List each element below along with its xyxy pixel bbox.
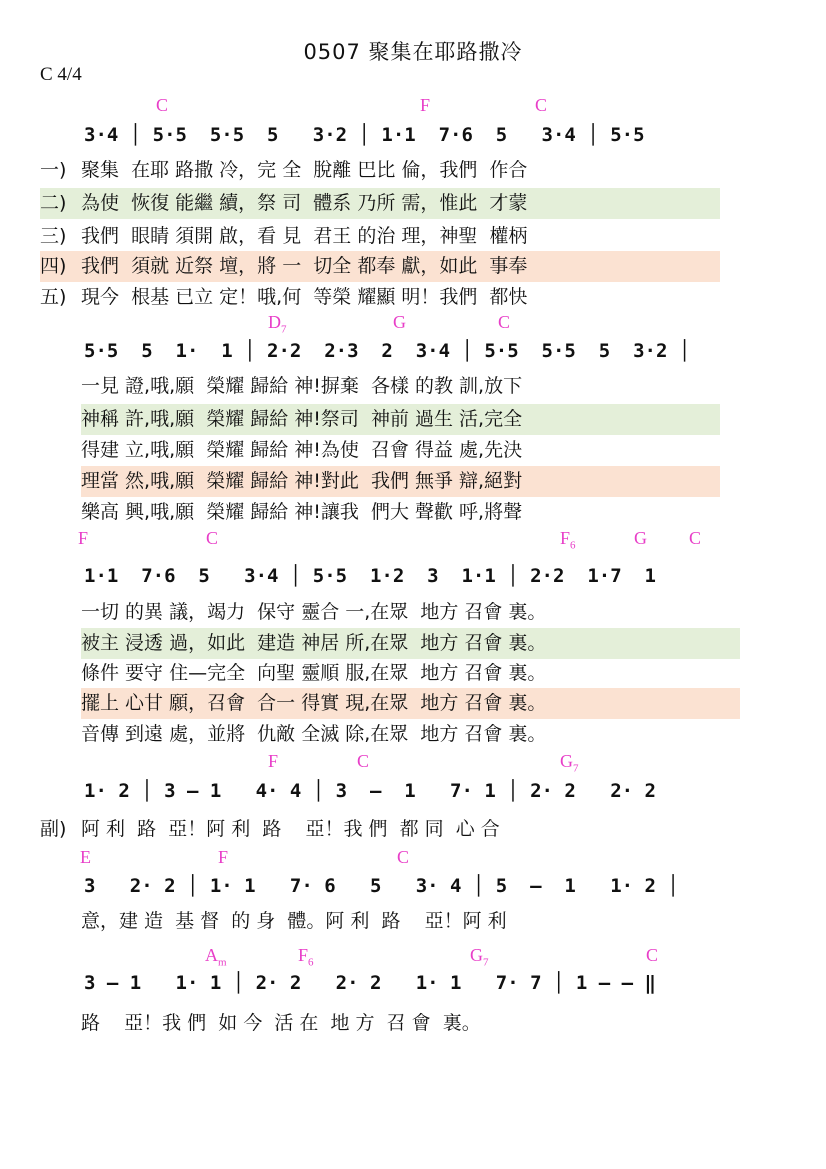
lyric-line: 一) 聚集 在耶 路撒 冷，完 全 脫離 巴比 倫，我們 作合: [40, 159, 528, 181]
chord: $F_6$: [298, 945, 314, 969]
notation-line: 3·4 │ 5·5 5·5 5 3·2 │ 1·1 7·6 5 3·4 │ 5·5: [84, 124, 645, 146]
chord-row: [0, 95, 826, 117]
lyric-line: 二) 為使 恢復 能繼 續，祭 司 體系 乃所 需，惟此 才蒙: [40, 188, 720, 219]
chord-row: [0, 312, 826, 334]
chord: F: [268, 751, 279, 771]
lyric-line: 條件 要守 住—完全 向聖 靈順 服,在眾 地方 召會 裏。: [81, 662, 547, 684]
chord: C: [646, 945, 659, 965]
chord: $F_6$: [560, 528, 576, 552]
lyric-line: 神稱 許,哦,願 榮耀 歸給 神!祭司 神前 過生 活,完全: [81, 404, 720, 435]
chord: G: [393, 312, 406, 332]
chord: E: [80, 847, 91, 867]
chord: $G_7$: [560, 751, 579, 775]
lyric-line: 三) 我們 眼睛 須開 啟，看 見 君王 的治 理，神聖 權柄: [40, 225, 528, 247]
chord: G: [634, 528, 647, 548]
lyric-line: 被主 浸透 過，如此 建造 神居 所,在眾 地方 召會 裏。: [81, 628, 740, 659]
notation-line: 1· 2 │ 3 – 1 4· 4 │ 3 – 1 7· 1 │ 2· 2 2· 2: [84, 780, 656, 802]
lyric-line: 擺上 心甘 願，召會 合一 得實 現,在眾 地方 召會 裏。: [81, 688, 740, 719]
notation-line: 3 2· 2 │ 1· 1 7· 6 5 3· 4 │ 5 – 1 1· 2 │: [84, 875, 679, 897]
lyric-line: 意，建 造 基 督 的 身 體。阿 利 路 亞！阿 利: [81, 910, 507, 932]
chord-row: [0, 945, 826, 967]
lyric-line: 理當 然,哦,願 榮耀 歸給 神!對此 我們 無爭 辯,絕對: [81, 466, 720, 497]
song-title: 0507 聚集在耶路撒冷: [303, 40, 523, 64]
chord: F: [218, 847, 229, 867]
lyric-line: 得建 立,哦,願 榮耀 歸給 神!為使 召會 得益 處,先決: [81, 439, 523, 461]
chord-row: [0, 528, 826, 550]
chord: $A_m$: [205, 945, 227, 969]
chord-row: [0, 751, 826, 773]
key-signature: C 4/4: [40, 64, 82, 85]
lyric-line: 五) 現今 根基 已立 定！哦,何 等榮 耀顯 明！我們 都快: [40, 286, 528, 308]
lyric-line: 樂高 興,哦,願 榮耀 歸給 神!讓我 們大 聲歡 呼,將聲: [81, 501, 523, 523]
chord: F: [78, 528, 89, 548]
lyric-line: 四) 我們 須就 近祭 壇，將 一 切全 都奉 獻，如此 事奉: [40, 251, 720, 282]
chord: C: [535, 95, 548, 115]
chord: C: [156, 95, 169, 115]
chord: C: [357, 751, 370, 771]
lyric-line: 音傳 到遠 處，並將 仇敵 全滅 除,在眾 地方 召會 裏。: [81, 723, 547, 745]
chord: C: [206, 528, 219, 548]
chord: C: [498, 312, 511, 332]
chord: C: [689, 528, 702, 548]
chord: $G_7$: [470, 945, 489, 969]
notation-line: 3 – 1 1· 1 │ 2· 2 2· 2 1· 1 7· 7 │ 1 – – ‖: [84, 972, 656, 994]
notation-line: 5·5 5 1· 1 │ 2·2 2·3 2 3·4 │ 5·5 5·5 5 3·2 │: [84, 340, 691, 362]
lyric-line: 路 亞！我 們 如 今 活 在 地 方 召 會 裏。: [81, 1012, 481, 1034]
chord: C: [397, 847, 410, 867]
lyric-line: 一切 的異 議，竭力 保守 靈合 一,在眾 地方 召會 裏。: [81, 601, 547, 623]
notation-line: 1·1 7·6 5 3·4 │ 5·5 1·2 3 1·1 │ 2·2 1·7 1: [84, 565, 656, 587]
lyric-line: 副) 阿 利 路 亞！阿 利 路 亞！我 們 都 同 心 合: [40, 818, 500, 840]
chord-row: [0, 847, 826, 869]
chord: $D_7$: [268, 312, 287, 336]
lyric-line: 一見 證,哦,願 榮耀 歸給 神!摒棄 各樣 的教 訓,放下: [81, 375, 523, 397]
chord: F: [420, 95, 431, 115]
